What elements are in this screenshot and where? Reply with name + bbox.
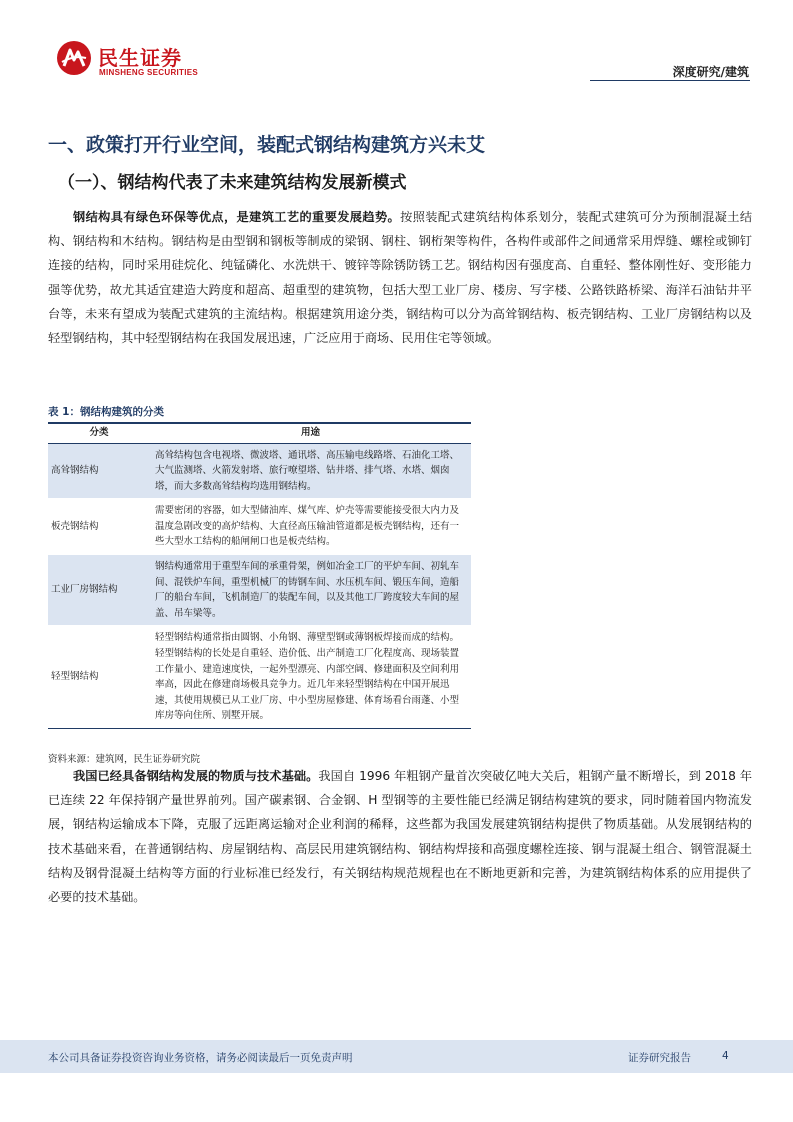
cell-category: 轻型钢结构 [51,671,99,683]
page-header [0,0,793,90]
brand-name-en: MINSHENG SECURITIES [99,68,199,77]
page-footer [0,1040,793,1073]
paragraph-body: 我国自 1996 年粗钢产量首次突破亿吨大关后，粗钢产量不断增长，到 2018 年已连续 22 年保持钢产量世界前列。国产碳素钢、合金钢、H 型钢等的主要性能已经满足钢结构建筑的要求，同时随着国内物流发展，钢结构运输成本下降，克服了远距离运输对企业利润的稀释，这些都为我国发展建筑钢结构提供了物质基础。从发展钢结构的技术基础来看，在普通钢结构、房屋钢结构、高层民用建筑钢结构、钢结构焊接和高强度螺栓连接、钢与混凝土组合、钢管混凝土结构及钢骨混凝土结构等方面的行业标准已经发行，有关钢结构规范规程也在不断地更新和完善，为建筑钢结构体系的应用提供了必要的技术基础。 [48,769,753,905]
report-type: 证券研究报告 [628,1052,691,1064]
paragraph-material-basis [48,764,752,909]
paragraph-lead: 我国已经具备钢结构发展的物质与技术基础。 [73,769,319,783]
section-heading-1: 一、政策打开行业空间，装配式钢结构建筑方兴未艾 [48,134,486,156]
cell-usage: 钢结构通常用于重型车间的承重骨架，例如冶金工厂的平炉车间、初轧车间、混铁炉车间，重型机械厂的铸钢车间、水压机车间、锻压车间，造船厂的船台车间，飞机制造厂的装配车间，以及其他工厂跨度较大车间的屋盖、吊车梁等。 [150,555,471,626]
paragraph-lead: 钢结构具有绿色环保等优点，是建筑工艺的重要发展趋势。 [73,210,401,224]
column-header-category: 分类 [89,427,109,439]
table-row [48,499,471,555]
table-row [48,555,471,626]
table-row [48,626,471,729]
brand-name-cn: 民生证券 [98,46,182,70]
document-type: 深度研究/建筑 [672,65,749,79]
cell-usage: 高耸结构包含电视塔、微波塔、通讯塔、高压输电线路塔、石油化工塔、大气监测塔、火箭发射塔、旅行嘹望塔、钻井塔、排气塔、水塔、烟囱塔，而大多数高耸结构均选用钢结构。 [150,443,471,499]
cell-usage: 轻型钢结构通常指由圆钢、小角钢、薄壁型钢或薄钢板焊接而成的结构。轻型钢结构的长处是自重轻、造价低、出产制造工厂化程度高、现场装置工作量小、建造速度快，一起外型漂亮、内部空阔、修建面积及空间利用率高，因此在修建商场极具竞争力。近几年来轻型钢结构在中国开展迅速，其使用规模已从工业厂房、中小型房屋修建、体育场看台雨蓬、小型库房等向住所、别墅开展。 [155,632,460,722]
cell-category: 高耸钢结构 [48,443,150,499]
table-header-row [48,423,471,443]
cell-usage: 需要密闭的容器，如大型储油库、煤气库、炉壳等需要能接受很大内力及温度急剧改变的高炉结构、大直径高压输油管道都是板壳钢结构，还有一些大型水工结构的船闸闸口也是板壳结构。 [155,505,460,548]
table-title: 表 1：钢结构建筑的分类 [48,406,164,418]
column-header-usage: 用途 [300,427,320,439]
section-heading-2: （一）、钢结构代表了未来建筑结构发展新模式 [58,173,407,193]
disclaimer-notice: 本公司具备证券投资咨询业务资格，请务必阅读最后一页免责声明 [48,1052,353,1064]
header-divider [590,80,750,81]
table-source: 资料来源：建筑网，民生证券研究院 [48,754,201,765]
paragraph-steel-advantages [48,205,752,350]
table-row [48,443,471,499]
cell-category: 工业厂房钢结构 [48,555,150,626]
page-number: 4 [722,1050,729,1062]
steel-classification-table [48,422,471,729]
paragraph-body: 按照装配式建筑结构体系划分，装配式建筑可分为预制混凝土结构、钢结构和木结构。钢结构是由型钢和钢板等制成的梁钢、钢柱、钢桁架等构件，各构件或部件之间通常采用焊缝、螺栓或铆钉连接的结构，同时采用硅烷化、纯锰磷化、水洗烘干、镀锌等除锈防锈工艺。钢结构因有强度高、自重轻、整体刚性好、变形能力强等优势，故尤其适宜建造大跨度和超高、超重型的建筑物，包括大型工业厂房、楼房、写字楼、公路铁路桥梁、海洋石油钻井平台等，未来有望成为装配式建筑的主流结构。根据建筑用途分类，钢结构可以分为高耸钢结构、板壳钢结构、工业厂房钢结构以及轻型钢结构，其中轻型钢结构在我国发展迅速，广泛应用于商场、民用住宅等领域。 [48,210,753,346]
minsheng-logo-icon [56,40,92,76]
brand-logo [56,40,206,80]
cell-category: 板壳钢结构 [51,520,99,532]
